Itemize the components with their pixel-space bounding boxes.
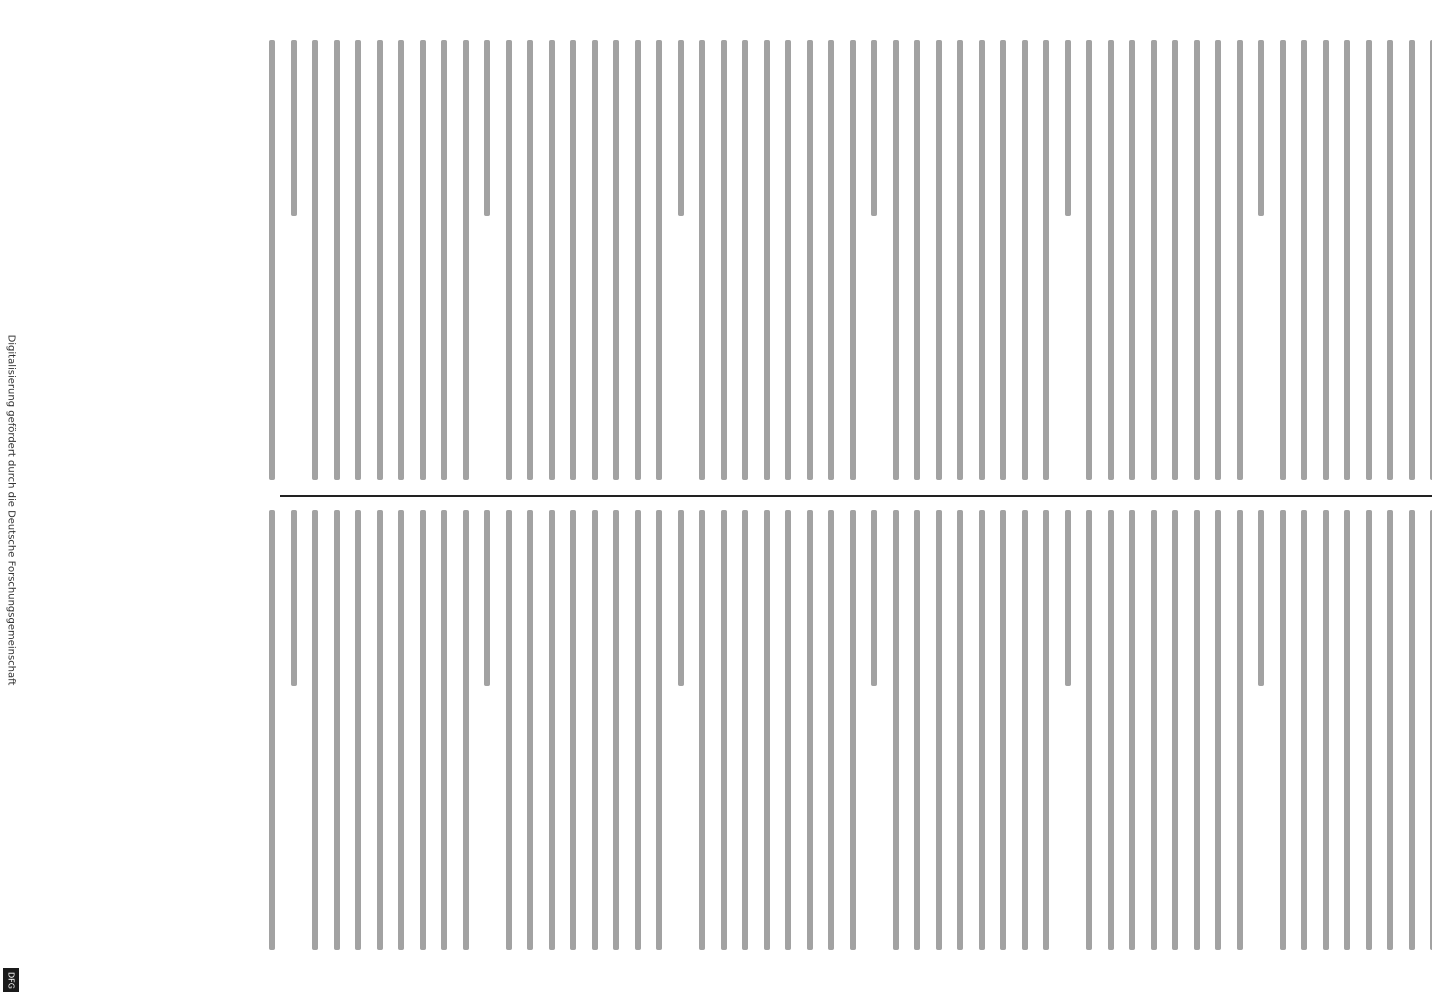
text-line [1301, 510, 1307, 950]
text-line [1237, 510, 1243, 950]
text-line [807, 510, 813, 950]
text-line [527, 510, 533, 950]
text-line [484, 40, 490, 216]
text-line [1086, 510, 1092, 950]
text-line [1344, 510, 1350, 950]
text-line [269, 510, 275, 950]
text-line [1065, 510, 1071, 686]
text-line [635, 40, 641, 480]
text-line [377, 40, 383, 480]
text-line [721, 40, 727, 480]
text-line [850, 510, 856, 950]
text-line [613, 40, 619, 480]
text-line [699, 40, 705, 480]
text-line [656, 40, 662, 480]
text-line [1022, 510, 1028, 950]
text-line [291, 510, 297, 686]
text-line [441, 510, 447, 950]
text-line [1215, 510, 1221, 950]
text-line [1022, 40, 1028, 480]
text-line [398, 40, 404, 480]
text-line [312, 40, 318, 480]
text-line [871, 40, 877, 216]
text-line [592, 40, 598, 480]
text-line [570, 40, 576, 480]
text-line [1129, 40, 1135, 480]
text-line [850, 40, 856, 480]
text-line [721, 510, 727, 950]
text-line [334, 510, 340, 950]
text-line [678, 510, 684, 686]
text-line [1000, 510, 1006, 950]
text-line [656, 510, 662, 950]
text-line [1258, 40, 1264, 216]
text-line [764, 510, 770, 950]
text-line [742, 40, 748, 480]
text-line [871, 510, 877, 686]
text-line [592, 510, 598, 950]
text-line [1194, 40, 1200, 480]
text-line [828, 510, 834, 950]
digitalization-notice [2, 80, 20, 940]
text-line [1065, 40, 1071, 216]
text-line [506, 510, 512, 950]
text-line [785, 40, 791, 480]
text-line [893, 510, 899, 950]
text-line [527, 40, 533, 480]
text-line [1301, 40, 1307, 480]
document-page [100, 0, 1432, 1000]
text-line [1086, 40, 1092, 480]
text-line [785, 510, 791, 950]
text-line [1409, 510, 1415, 950]
text-line [269, 40, 275, 480]
text-line [914, 40, 920, 480]
text-line [1043, 510, 1049, 950]
column-divider [280, 495, 1432, 497]
text-line [1344, 40, 1350, 480]
text-line [1409, 40, 1415, 480]
text-line [828, 40, 834, 480]
text-line [613, 510, 619, 950]
text-line [1172, 40, 1178, 480]
text-line [1108, 40, 1114, 480]
text-line [1323, 510, 1329, 950]
text-line [377, 510, 383, 950]
text-line [957, 510, 963, 950]
text-line [1280, 40, 1286, 480]
text-line [1172, 510, 1178, 950]
text-line [1387, 40, 1393, 480]
text-line [420, 40, 426, 480]
text-line [936, 40, 942, 480]
text-line [1237, 40, 1243, 480]
text-line [807, 40, 813, 480]
text-line [1151, 510, 1157, 950]
text-line [549, 510, 555, 950]
text-line [312, 510, 318, 950]
text-line [463, 510, 469, 950]
text-line [291, 40, 297, 216]
text-line [635, 510, 641, 950]
text-line [1280, 510, 1286, 950]
text-line [463, 40, 469, 480]
text-line [1194, 510, 1200, 950]
text-line [420, 510, 426, 950]
text-line [1151, 40, 1157, 480]
text-line [1323, 40, 1329, 480]
text-line [1129, 510, 1135, 950]
text-line [355, 510, 361, 950]
text-line [1366, 510, 1372, 950]
digitalization-notice-text: Digitalisierung gefördert durch die Deutsche Forschungsgemeinschaft [5, 334, 17, 686]
text-line [699, 510, 705, 950]
text-line [764, 40, 770, 480]
text-line [355, 40, 361, 480]
text-line [678, 40, 684, 216]
text-line [549, 40, 555, 480]
text-line [1043, 40, 1049, 480]
text-line [398, 510, 404, 950]
dfg-logo: DFG [3, 968, 19, 992]
text-line [570, 510, 576, 950]
text-line [484, 510, 490, 686]
text-line [936, 510, 942, 950]
text-line [506, 40, 512, 480]
text-line [1366, 40, 1372, 480]
text-line [1387, 510, 1393, 950]
text-line [1000, 40, 1006, 480]
text-line [914, 510, 920, 950]
text-line [441, 40, 447, 480]
text-line [1258, 510, 1264, 686]
text-line [742, 510, 748, 950]
text-line [979, 40, 985, 480]
text-line [979, 510, 985, 950]
text-line [1108, 510, 1114, 950]
text-line [334, 40, 340, 480]
text-line [1215, 40, 1221, 480]
text-line [893, 40, 899, 480]
text-line [957, 40, 963, 480]
